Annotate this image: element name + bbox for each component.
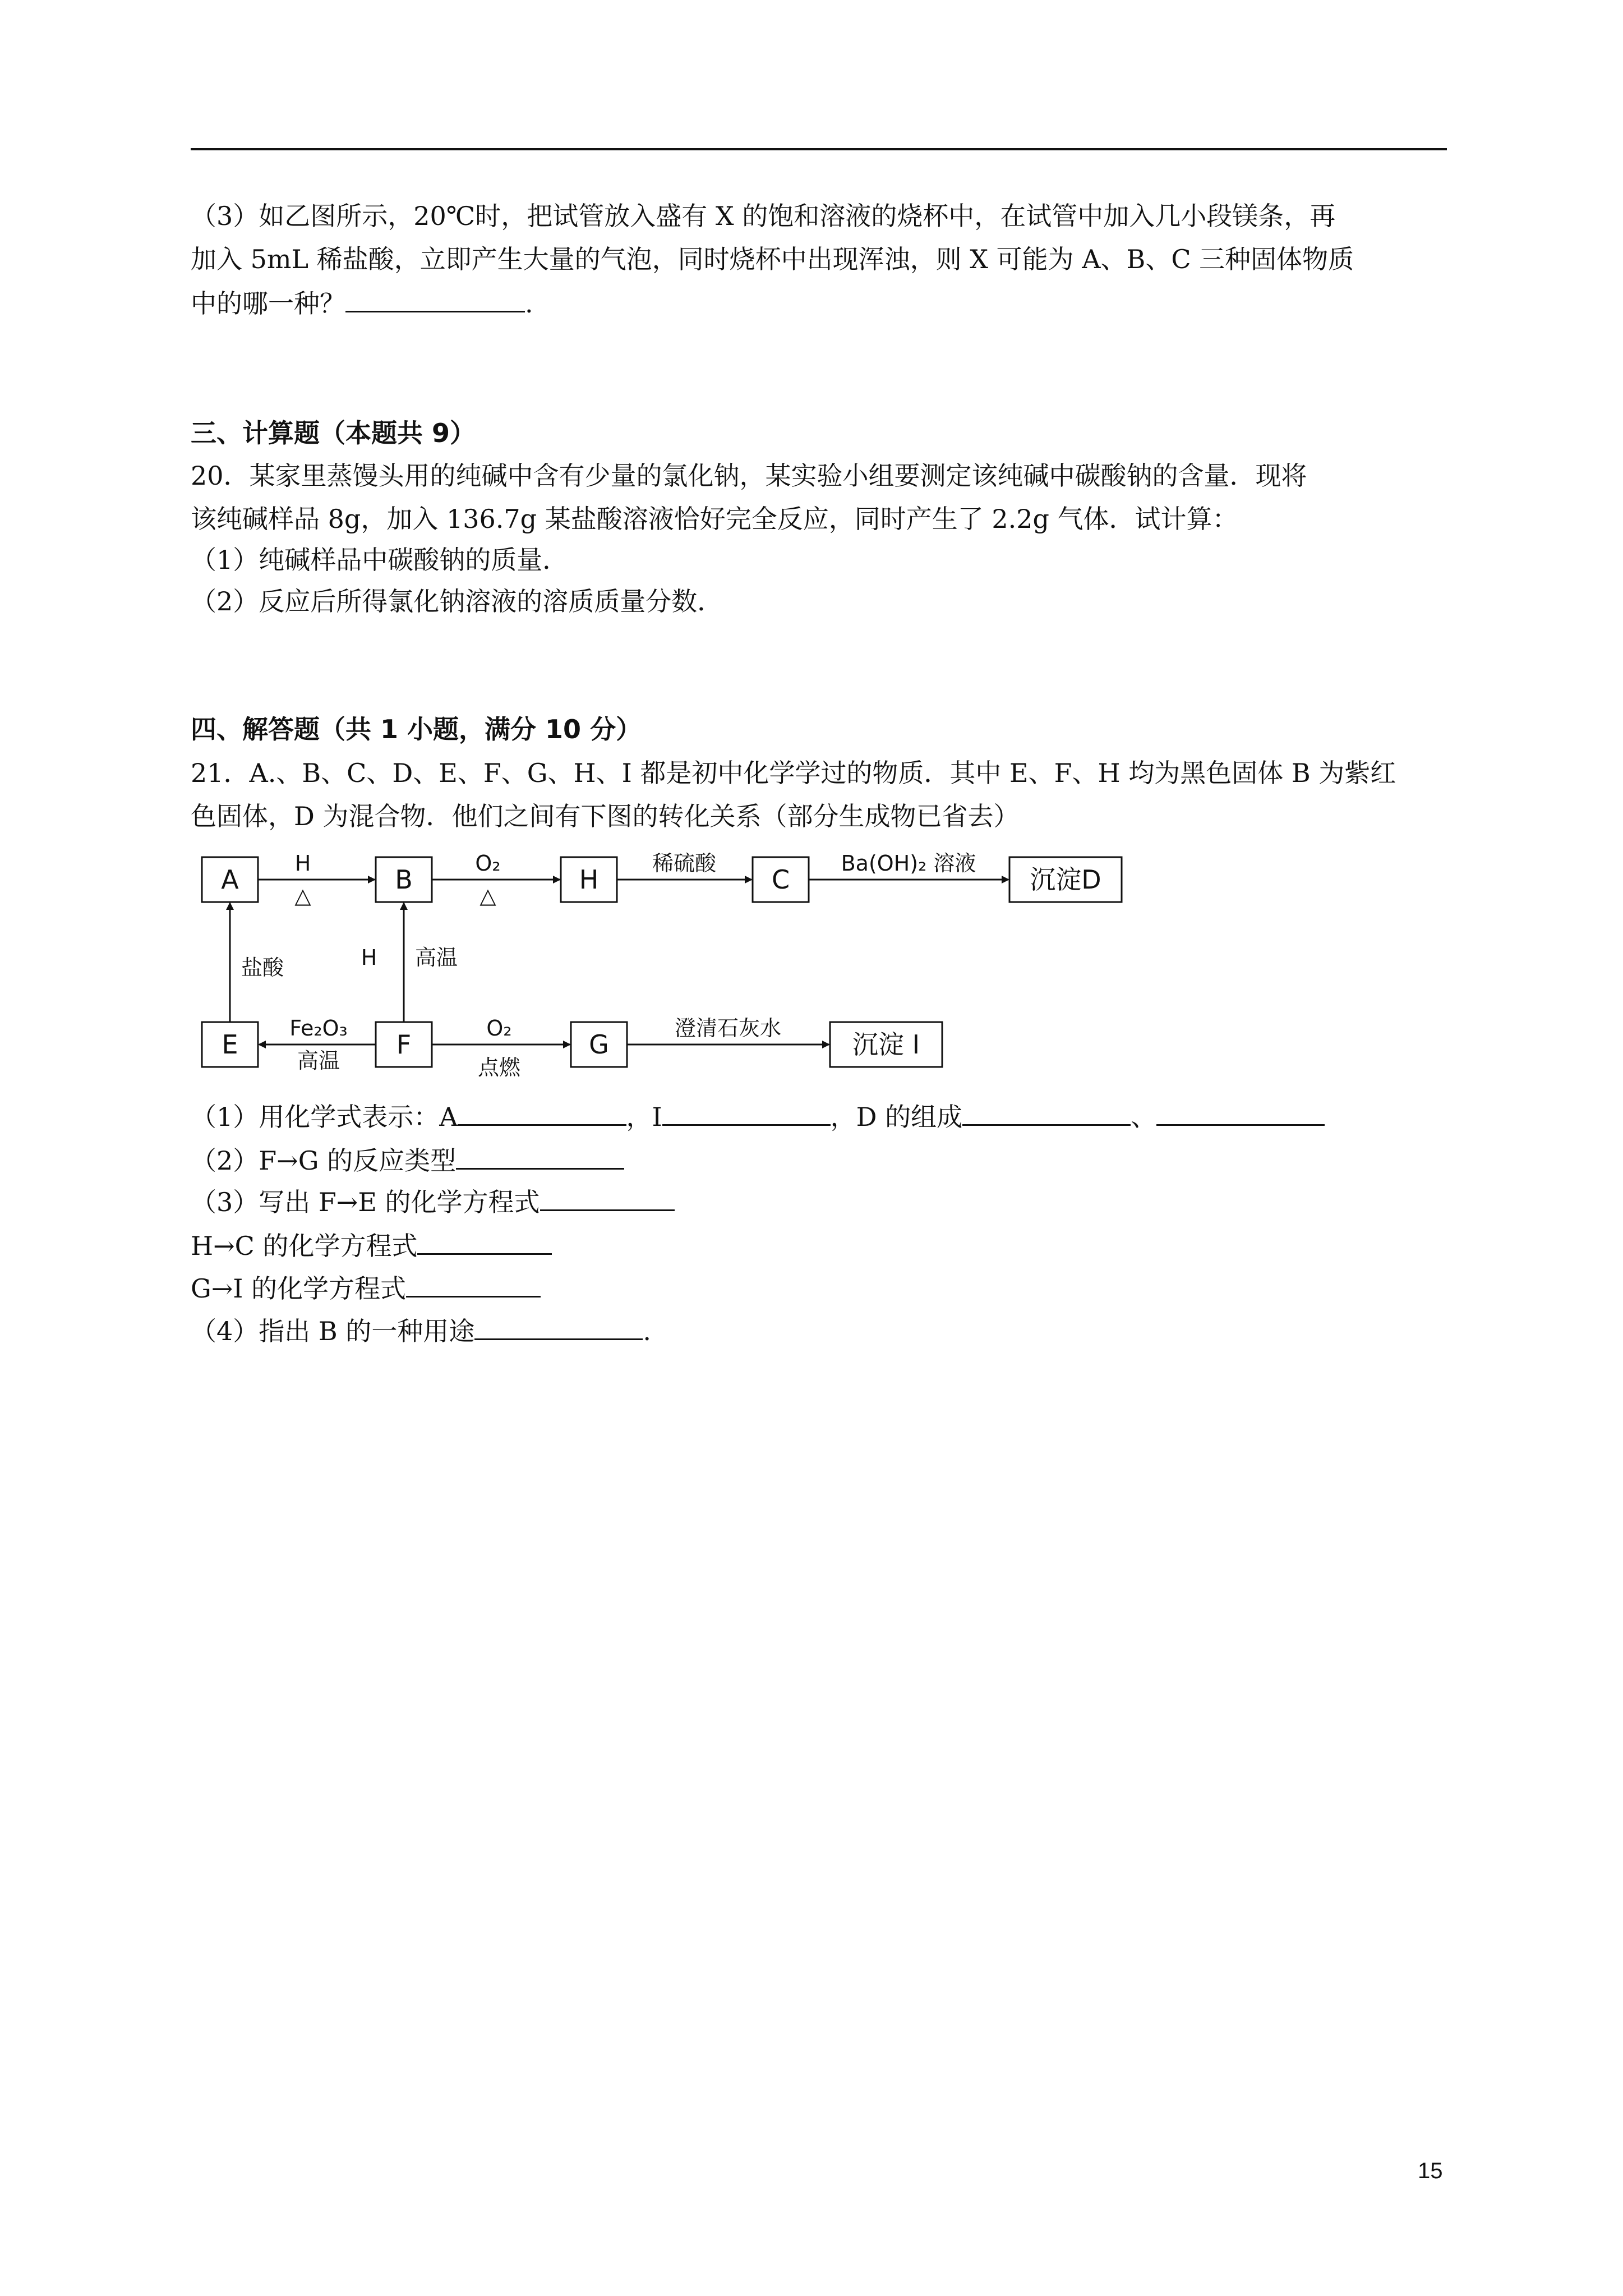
q19-part3-line1: （3）如乙图所示，20℃时，把试管放入盛有 X 的饱和溶液的烧杯中，在试管中加入几小段镁条，再: [191, 201, 1336, 231]
label-i: 沉淀 I: [852, 1029, 920, 1060]
q21-part1-a: （1）用化学式表示：A: [191, 1102, 458, 1132]
section4-heading: 四、解答题（共 1 小题，满分 10 分）: [191, 714, 642, 744]
q21-part3-h-text: H→C 的化学方程式: [191, 1231, 418, 1261]
q19-part3-line2: 加入 5mL 稀盐酸，立即产生大量的气泡，同时烧杯中出现浑浊，则 X 可能为 A、B、C 三种固体物质: [191, 244, 1354, 274]
page-number: 15: [1418, 2159, 1443, 2183]
cond-fe-top: Fe₂O₃: [289, 1016, 348, 1041]
q21-part1-sep: 、: [1131, 1102, 1157, 1132]
q21-part3-g-text: G→I 的化学方程式: [191, 1273, 407, 1304]
q19-part3-line3-text: 中的哪一种？: [191, 288, 345, 319]
label-h: H: [579, 864, 599, 895]
label-b: B: [395, 864, 413, 895]
q20-line1: 20．某家里蒸馒头用的纯碱中含有少量的氯化钠，某实验小组要测定该纯碱中碳酸钠的含量．现将: [191, 461, 1307, 491]
cond-ab-top: H: [294, 851, 311, 876]
q21-part4-period: .: [643, 1316, 651, 1346]
q21-part4-text: （4）指出 B 的一种用途: [191, 1316, 475, 1346]
conversion-diagram: [191, 841, 1155, 1088]
answer-blank-fe[interactable]: [540, 1185, 675, 1211]
q21-part2-text: （2）F→G 的反应类型: [191, 1145, 457, 1176]
answer-blank-a[interactable]: [458, 1099, 626, 1126]
q21-part1: [191, 1099, 1325, 1134]
q20-part2: （2）反应后所得氯化钠溶液的溶质质量分数．: [191, 586, 723, 616]
q20-line2: 该纯碱样品 8g，加入 136.7g 某盐酸溶液恰好完全反应，同时产生了 2.2g 气体．试计算：: [191, 504, 1238, 534]
answer-blank-reaction-type[interactable]: [456, 1143, 624, 1170]
q19-part3-line3: [191, 286, 533, 320]
q20-part1: （1）纯碱样品中碳酸钠的质量．: [191, 545, 569, 575]
answer-blank-gi[interactable]: [406, 1271, 541, 1297]
q21-part1-d: ，D 的组成: [830, 1102, 963, 1132]
cond-fb-1: H: [361, 945, 377, 970]
cond-fb-2: 高温: [415, 945, 458, 970]
label-f: F: [396, 1029, 412, 1060]
cond-fe-bottom: 高温: [297, 1048, 340, 1073]
q21-part4: [191, 1314, 651, 1348]
cond-bh-bottom: △: [479, 884, 496, 908]
answer-blank-x[interactable]: [345, 286, 525, 312]
label-c: C: [771, 864, 790, 895]
q19-period: .: [525, 288, 533, 319]
cond-gi-top: 澄清石灰水: [674, 1016, 782, 1041]
label-a: A: [221, 864, 239, 895]
section3-heading: 三、计算题（本题共 9）: [191, 418, 476, 448]
q21-part3: [191, 1185, 675, 1219]
q21-line1: 21．A.、B、C、D、E、F、G、H、I 都是初中化学学过的物质．其中 E、F、H 均为黑色固体 B 为紫红: [191, 758, 1396, 788]
cond-bh-top: O₂: [475, 851, 501, 876]
answer-blank-i[interactable]: [662, 1099, 831, 1126]
label-g: G: [589, 1029, 609, 1060]
cond-ab-bottom: △: [294, 884, 311, 908]
q21-part2: [191, 1143, 624, 1177]
label-e: E: [222, 1029, 238, 1060]
cond-fg-bottom: 点燃: [477, 1055, 521, 1080]
answer-blank-d1[interactable]: [962, 1099, 1131, 1126]
q21-part3-h: [191, 1228, 552, 1263]
cond-cd-top: Ba(OH)₂ 溶液: [841, 851, 976, 876]
cond-fg-top: O₂: [486, 1016, 512, 1041]
cond-hc-top: 稀硫酸: [652, 851, 717, 876]
answer-blank-d2[interactable]: [1156, 1099, 1325, 1126]
q21-part3-g: [191, 1271, 541, 1305]
label-d: 沉淀D: [1030, 864, 1101, 895]
answer-blank-use[interactable]: [474, 1314, 643, 1340]
q21-line2: 色固体，D 为混合物．他们之间有下图的转化关系（部分生成物已省去）: [191, 801, 1020, 831]
header-rule: [191, 148, 1447, 150]
cond-ea: 盐酸: [241, 955, 284, 980]
q21-part3-text: （3）写出 F→E 的化学方程式: [191, 1187, 540, 1217]
q21-part1-i: ，I: [626, 1102, 662, 1132]
answer-blank-hc[interactable]: [417, 1228, 552, 1255]
